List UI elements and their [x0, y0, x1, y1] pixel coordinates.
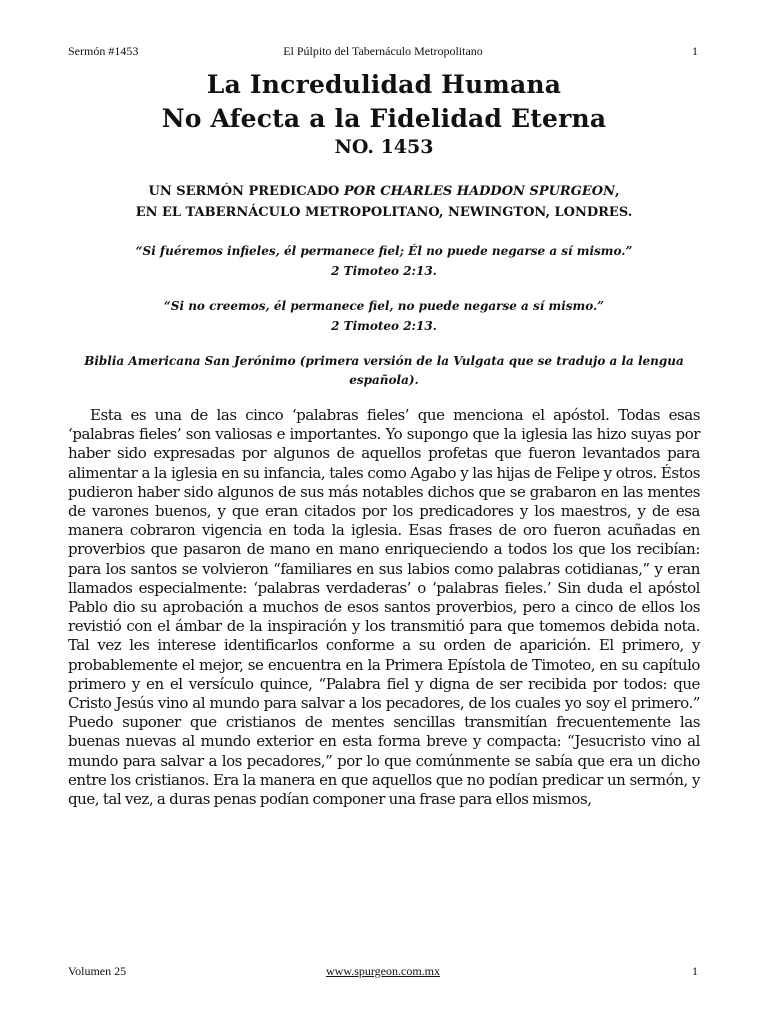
- footer-page-number: 1: [692, 964, 698, 978]
- preached-by-line-1: [40, 181, 728, 202]
- footer-website: [68, 964, 698, 979]
- header-sermon-number: Sermón #1453: [68, 44, 139, 58]
- sermon-number-heading: NO. 1453: [334, 136, 434, 158]
- preached-by-line-2: EN EL TABERNÁCULO METROPOLITANO, NEWINGTON, LONDRES.: [135, 205, 633, 220]
- footer-volume: Volumen 25: [68, 964, 127, 978]
- body-paragraph: Esta es una de las cinco ‘palabras fieles’ que menciona el apóstol. Todas esas ‘palabras fieles’ son valiosas e importantes. Yo supongo que la iglesia las hizo suyas por haber sido expresadas por algunos de aquellos profetas que fueron levantados para alimentar a la iglesia en su infancia, tales como Agabo y las hijas de Felipe y otros. Éstos pudieron haber sido algunos de sus más notables dichos que se grabaron en las mentes de varones buenos, y que eran citados por los predicadores y los maestros, y de esa manera cobraron vigencia en toda la iglesia. Esas frases de oro fueron acuñadas en proverbios que pasaron de mano en mano enriqueciendo a todos los que los recibían: para los santos se volvieron “familiares en sus labios como palabras cotidianas,” y eran llamados especialmente: ‘palabras verdaderas’ o ‘palabras fieles.’ Sin duda el apóstol Pablo dio su aprobación a muchos de esos santos proverbios, pero a cinco de ellos los revistió con el ámbar de la inspiración y los transmitió para que tomemos debida nota. Tal vez les interese identificarlos conforme a su orden de aparición. El primero, y probablemente el mejor, se encuentra en la Primera Epístola de Timoteo, en su capítulo primero y en el versículo quince, “Palabra fiel y digna de ser recibida por todos: que Cristo Jesús vino al mundo para salvar a los pecadores, de los cuales yo soy el primero.” Puedo suponer que cristianos de mentes sencillas transmitían frecuentemente las buenas nuevas al mundo exterior en esta forma breve y compacta: “Jesucristo vino al mundo para salvar a los pecadores,” por lo que comúnmente se sabía que era un dicho entre los cristianos. Era la manera en que aquellos que no podían predicar un sermón, y que, tal vez, a duras penas podían componer una frase para ellos mismos,: [68, 406, 700, 809]
- sermon-title: [40, 68, 728, 136]
- verse-2-text: “Si no creemos, él permanece fiel, no puede negarse a sí mismo.”: [163, 299, 605, 313]
- header-page-number: 1: [692, 44, 698, 58]
- scripture-verse-2: [60, 296, 708, 336]
- bible-version-note: Biblia Americana San Jerónimo (primera versión de la Vulgata que se tradujo a la lengua española).: [84, 354, 684, 387]
- sermon-title-line-2: No Afecta a la Fidelidad Eterna: [161, 104, 607, 133]
- verse-1-text: “Si fuéremos infieles, él permanece fiel; Él no puede negarse a sí mismo.”: [135, 244, 633, 258]
- verse-2-reference: 2 Timoteo 2:13.: [331, 319, 437, 333]
- preached-author: POR CHARLES HADDON SPURGEON: [343, 184, 615, 199]
- preached-suffix: ,: [614, 184, 620, 199]
- running-header: [68, 44, 698, 62]
- header-publication-title: El Púlpito del Tabernáculo Metropolitano: [283, 44, 483, 58]
- scripture-verse-1: [60, 241, 708, 281]
- preached-by: [40, 181, 728, 223]
- preached-prefix: UN SERMÓN PREDICADO: [148, 184, 344, 199]
- verse-1-reference: 2 Timoteo 2:13.: [331, 264, 437, 278]
- website-link[interactable]: www.spurgeon.com.mx: [326, 964, 440, 978]
- sermon-title-line-1: La Incredulidad Humana: [206, 70, 562, 99]
- running-footer: [68, 964, 698, 982]
